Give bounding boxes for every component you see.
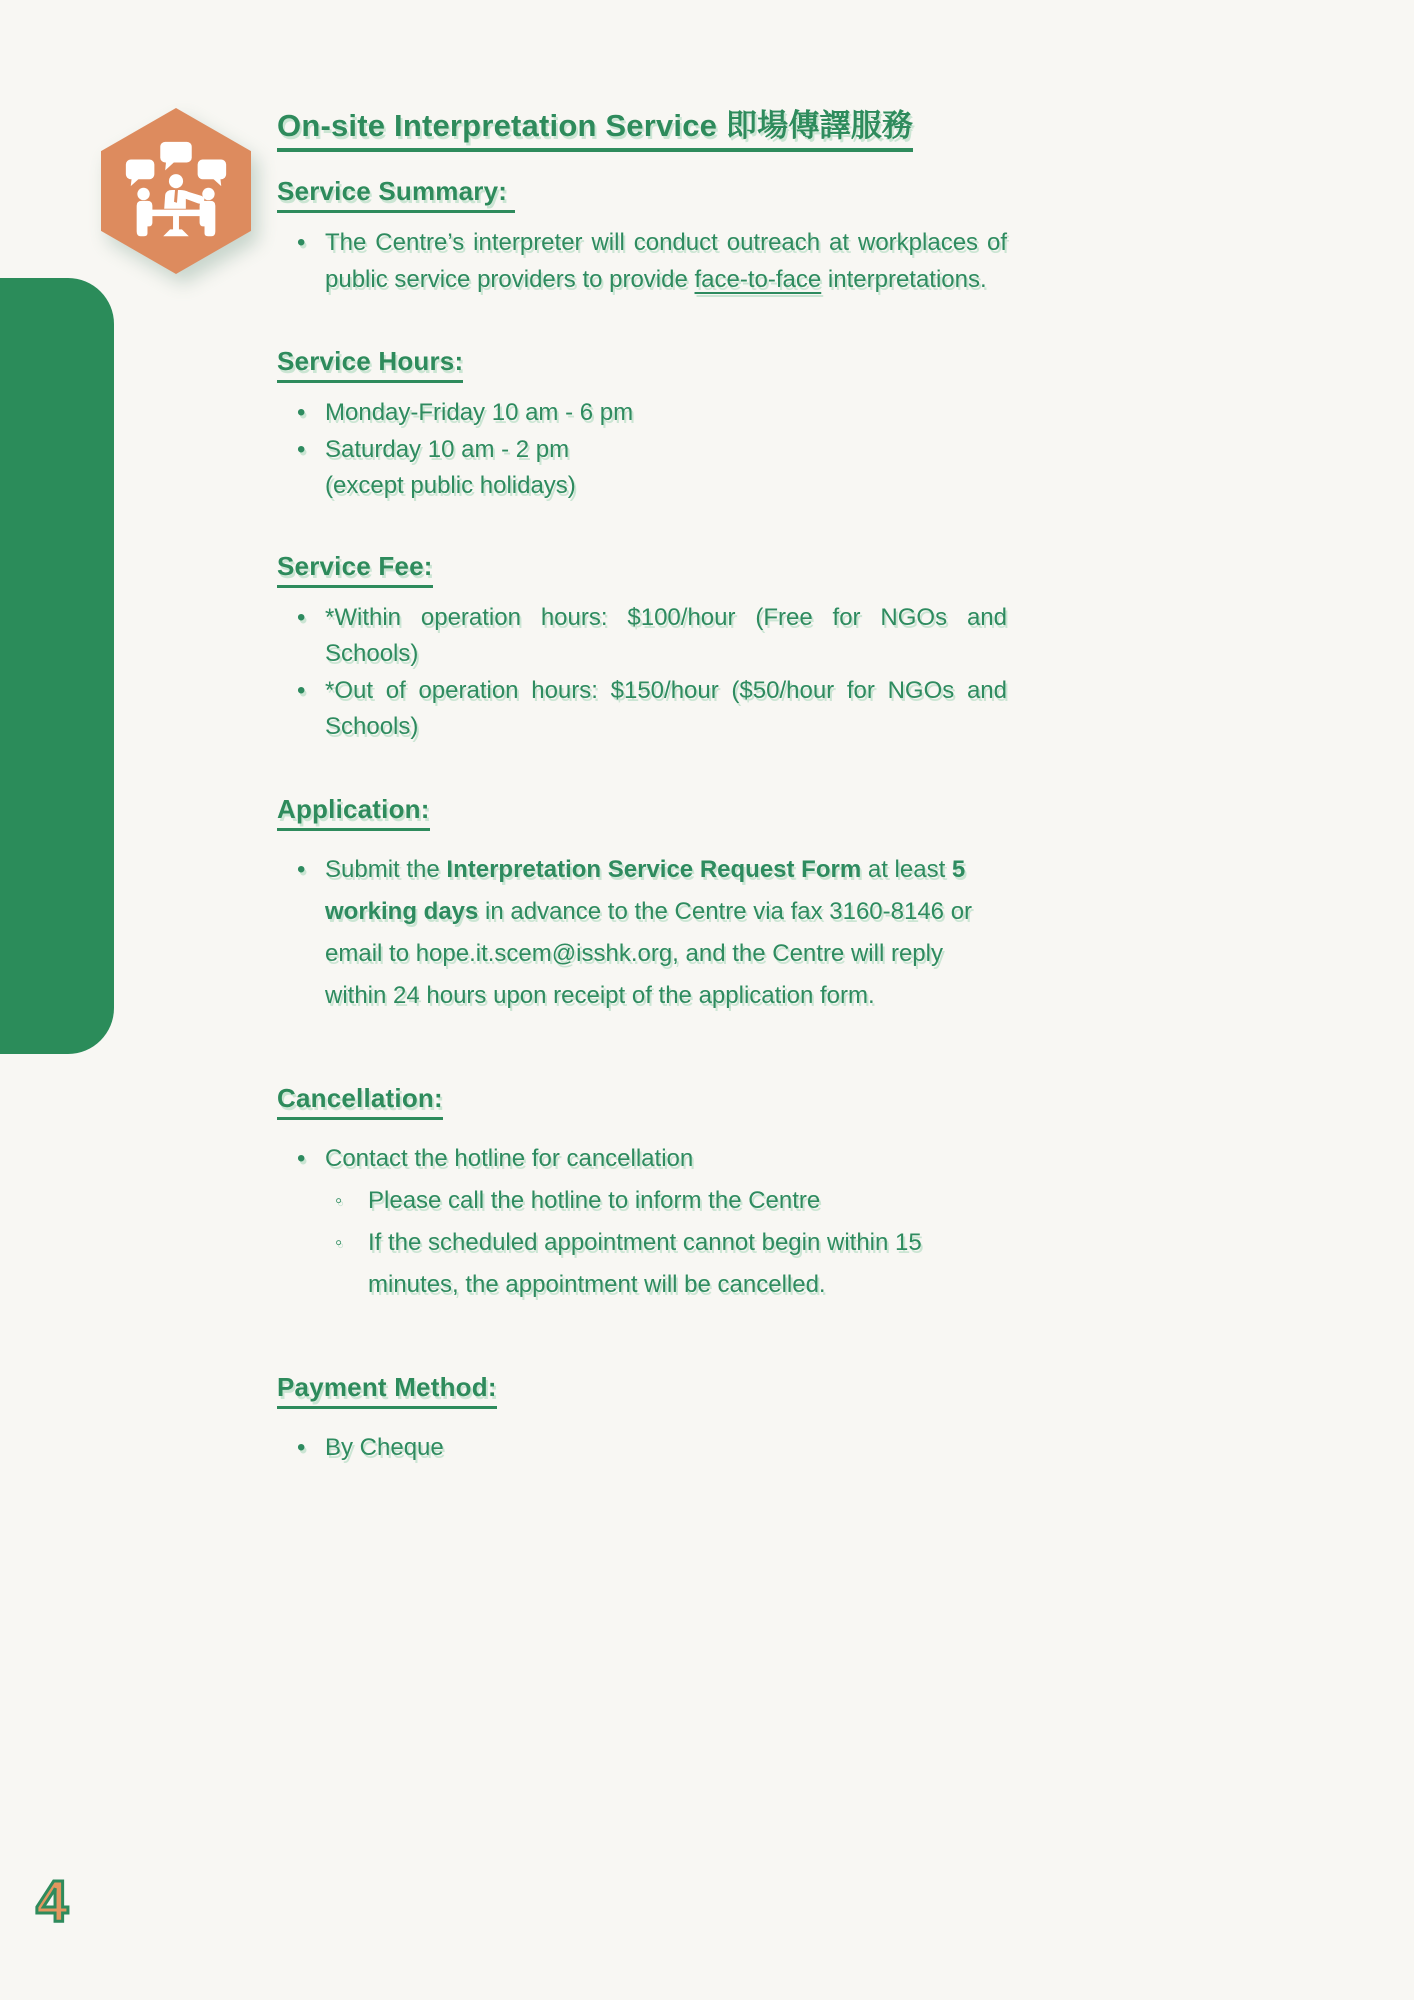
section-service-fee bbox=[277, 551, 1007, 746]
cancellation-sub-item: ◦ If the scheduled appointment cannot begin within 15 minutes, the appointment will be cancelled. bbox=[277, 1222, 1007, 1306]
service-hours-item: • Monday-Friday 10 am - 6 pm bbox=[277, 395, 1007, 432]
section-cancellation bbox=[277, 1083, 1007, 1306]
service-hours-note: (except public holidays) bbox=[325, 472, 576, 499]
application-text-end: in advance to the Centre via fax 3160-8146 or email to hope.it.scem@isshk.org, and the Centre will reply within 24 hours upon receipt of the application form. bbox=[325, 897, 973, 1009]
section-service-hours bbox=[277, 346, 1007, 505]
interpretation-meeting-icon bbox=[117, 132, 235, 250]
service-summary-heading: Service Summary: bbox=[277, 176, 1007, 213]
section-payment-method bbox=[277, 1372, 1007, 1469]
orange-hexagon bbox=[101, 108, 251, 274]
service-fee-item: • *Within operation hours: $100/hour (Free for NGOs and Schools) bbox=[277, 600, 1007, 673]
page-title: On-site Interpretation Service 即場傳譯服務 bbox=[277, 100, 1007, 152]
face-to-face-underlined: face-to-face bbox=[694, 265, 822, 293]
page-number: 4 bbox=[36, 1869, 70, 1934]
service-hours-item: • Saturday 10 am - 2 pm bbox=[277, 432, 1007, 469]
service-hours-heading: Service Hours: bbox=[277, 346, 1007, 383]
service-summary-bullet bbox=[277, 225, 1007, 298]
cancellation-heading: Cancellation: bbox=[277, 1083, 1007, 1120]
section-service-summary bbox=[277, 176, 1007, 298]
cancellation-sub-item: ◦ Please call the hotline to inform the Centre bbox=[277, 1180, 1007, 1222]
left-green-tab bbox=[0, 278, 114, 1054]
content-column bbox=[277, 100, 1007, 1469]
service-fee-item: • *Out of operation hours: $150/hour ($50/hour for NGOs and Schools) bbox=[277, 673, 1007, 746]
service-fee-heading: Service Fee: bbox=[277, 551, 1007, 588]
application-text: Submit the bbox=[325, 855, 447, 883]
section-application bbox=[277, 794, 1007, 1017]
section-icon-badge bbox=[101, 108, 251, 274]
payment-method-bullet: • By Cheque bbox=[277, 1427, 1007, 1469]
application-heading: Application: bbox=[277, 794, 1007, 831]
cancellation-bullet: • Contact the hotline for cancellation bbox=[277, 1138, 1007, 1180]
application-bullet bbox=[277, 849, 1007, 1017]
request-form-bold: Interpretation Service Request Form bbox=[446, 855, 862, 883]
summary-text-end: interpretations. bbox=[821, 265, 987, 293]
application-text-mid: at least bbox=[861, 855, 952, 883]
summary-text: The Centre’s interpreter will conduct outreach at workplaces of public service providers to provide bbox=[325, 229, 1007, 293]
working-days-bold: 5 working days bbox=[325, 855, 966, 925]
payment-method-heading: Payment Method: bbox=[277, 1372, 1007, 1409]
